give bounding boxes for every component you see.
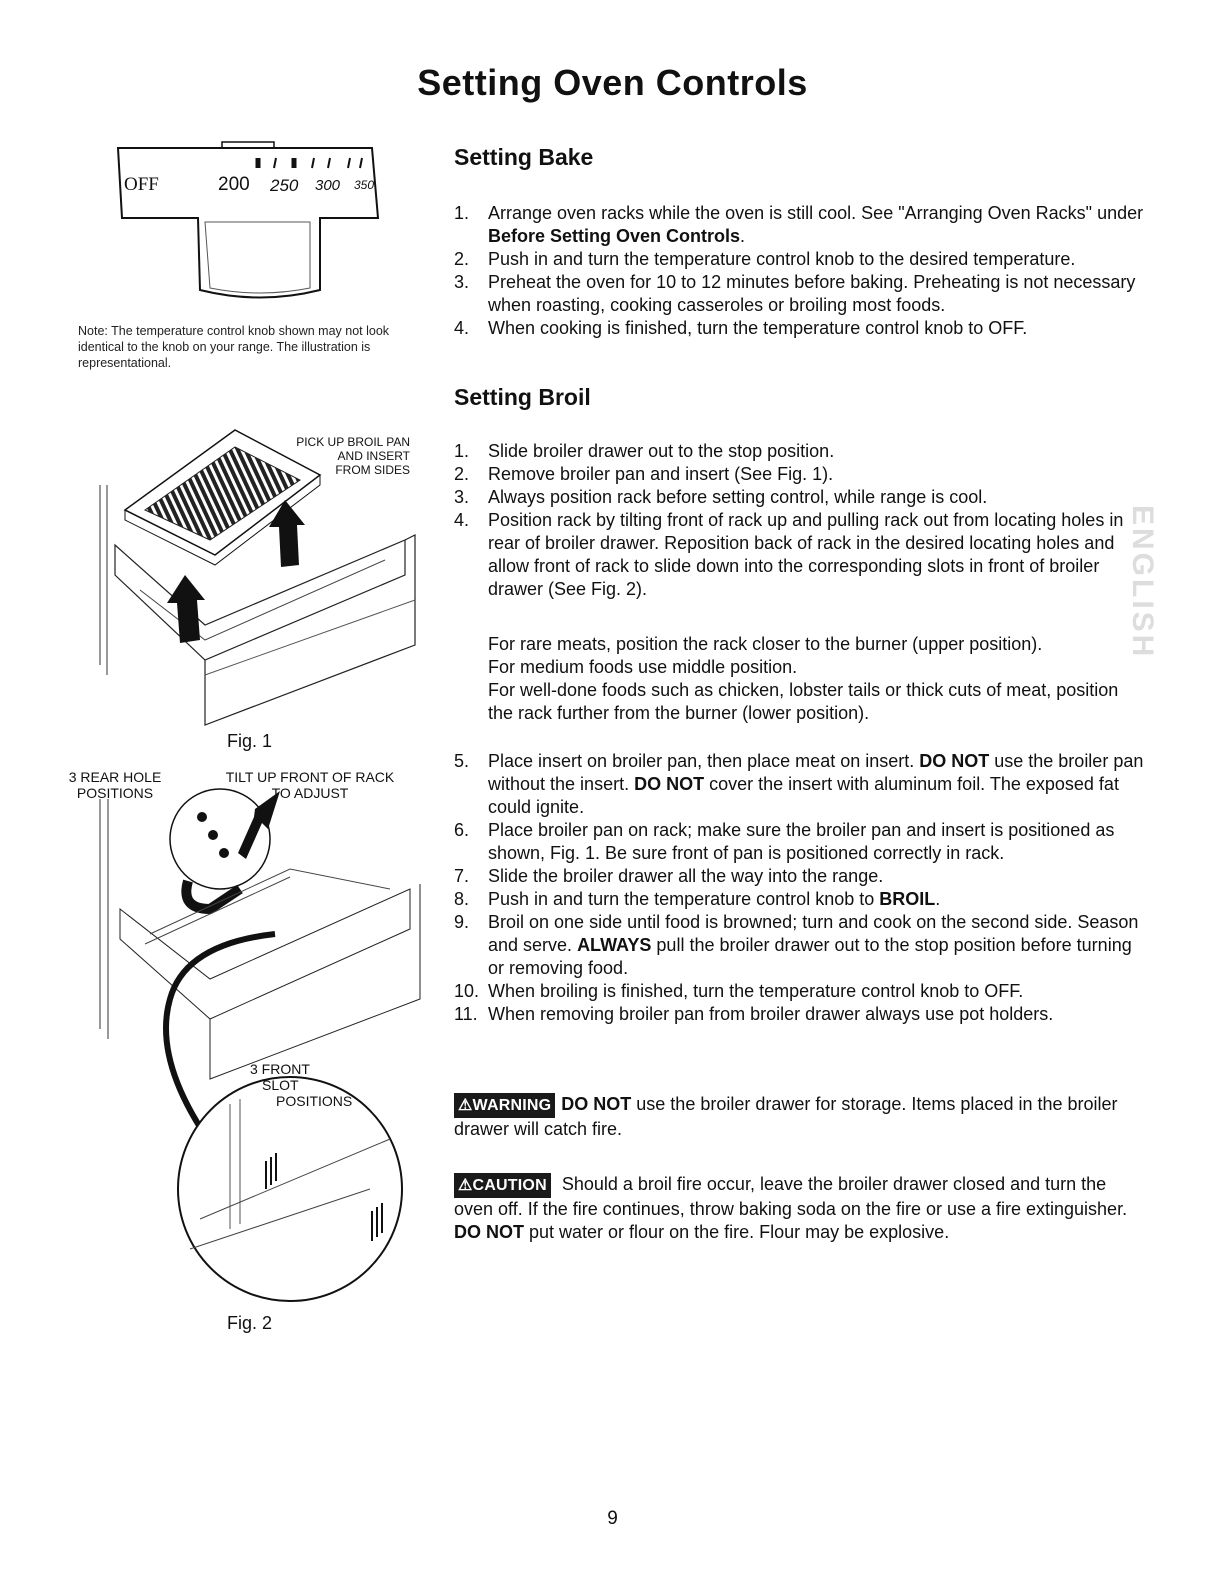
fig1-caption: Fig. 1: [227, 731, 273, 751]
fig2-callout-front-line-2: SLOT: [262, 1077, 299, 1093]
broil-step-9-text-1: Broil on one side until food is browned; turn and cook on the second side. Season and serve.: [488, 912, 1139, 955]
bake-step-1-bold: Before Setting Oven Controls: [488, 226, 741, 246]
broil-step-4-text: Position rack by tilting front of rack up and pulling rack out from locating holes in rear of broiler drawer. Reposition back of rack in the desired locating holes and allow front of rack to slide down into the corresponding slots in front of broiler drawer (See Fig. 2).: [488, 510, 1124, 599]
caution-text-2: put water or flour on the fire. Flour may be explosive.: [524, 1222, 950, 1242]
broil-step-1-number: 1.: [454, 441, 470, 461]
caution-triangle-icon: ⚠: [458, 1177, 473, 1194]
temperature-knob-illustration: [110, 140, 390, 310]
broil-step-7-text: Slide the broiler drawer all the way into the range.: [488, 866, 884, 886]
broil-step-5-text-3: cover the insert with aluminum foil. The exposed fat could ignite.: [488, 774, 1119, 817]
warning-text: use the broiler drawer for storage. Items placed in the broiler drawer will catch fire.: [454, 1094, 1118, 1139]
broil-step-1: [454, 440, 1134, 463]
bake-step-4: [454, 317, 1144, 340]
language-side-tab: ENGLISH: [1126, 505, 1159, 660]
fig2-callout-front-line-3: POSITIONS: [276, 1093, 353, 1109]
rack-guidance-medium: For medium foods use middle position.: [488, 657, 798, 677]
broil-step-5-bold-2: DO NOT: [634, 774, 705, 794]
caution-badge-label: CAUTION: [472, 1177, 547, 1194]
broil-step-8-number: 8.: [454, 889, 470, 909]
broil-step-11: [454, 1003, 1146, 1026]
broil-step-6: [454, 819, 1146, 865]
fig2-callout-tilt-line-1: TILT UP FRONT OF RACK: [225, 769, 395, 785]
caution-text-1: Should a broil fire occur, leave the broiler drawer closed and turn the oven off. If the fire continues, throw baking soda on the fire or use a fire extinguisher.: [454, 1174, 1128, 1219]
broil-step-8: [454, 888, 1146, 911]
knob-note: Note: The temperature control knob shown may not look identical to the knob on your range. The illustration is representational.: [78, 324, 390, 370]
broil-step-8-text-1: Push in and turn the temperature control knob to: [488, 889, 880, 909]
knob-label-350: 350: [354, 178, 375, 192]
bake-step-2: [454, 248, 1144, 271]
warning-badge-label: WARNING: [472, 1097, 552, 1114]
bake-heading: Setting Bake: [454, 144, 594, 170]
bake-step-1-end: .: [740, 226, 746, 246]
broil-step-3-text: Always position rack before setting control, while range is cool.: [488, 487, 988, 507]
knob-label-300: 300: [315, 177, 341, 194]
broil-step-9-bold: ALWAYS: [577, 935, 652, 955]
broil-step-2-text: Remove broiler pan and insert (See Fig. 1).: [488, 464, 834, 484]
knob-label-off: OFF: [124, 174, 159, 195]
bake-steps: [454, 202, 1144, 340]
bake-step-3-number: 3.: [454, 272, 470, 292]
broil-step-9: [454, 911, 1146, 980]
fig2-callout-rear-line-1: 3 REAR HOLE: [68, 769, 162, 785]
fig2-callout-rear-line-2: POSITIONS: [76, 785, 154, 801]
broil-step-10: [454, 980, 1146, 1003]
bake-step-2-number: 2.: [454, 249, 470, 269]
fig1-callout: [270, 435, 410, 477]
broil-steps-part2: [454, 750, 1146, 1026]
page-title: Setting Oven Controls: [417, 62, 808, 103]
warning-bold: DO NOT: [561, 1094, 632, 1114]
fig1-callout-line-2: AND INSERT: [337, 449, 410, 463]
fig2-callout-front-slots: [250, 1061, 390, 1109]
broil-step-10-text: When broiling is finished, turn the temperature control knob to OFF.: [488, 981, 1024, 1001]
bake-step-1-number: 1.: [454, 203, 470, 223]
broil-heading: Setting Broil: [454, 384, 591, 410]
broil-step-9-text-2: pull the broiler drawer out to the stop position before turning or removing food.: [488, 935, 1132, 978]
rack-position-guidance: [488, 633, 1138, 725]
broil-step-6-text: Place broiler pan on rack; make sure the broiler pan and insert is positioned as shown, Fig. 1. Be sure front of pan is positioned correctly in rack.: [488, 820, 1115, 863]
fig1-callout-line-3: FROM SIDES: [335, 463, 410, 477]
fig2-caption: Fig. 2: [227, 1313, 273, 1333]
bake-step-3-text: Preheat the oven for 10 to 12 minutes before baking. Preheating is not necessary when roasting, cooking casseroles or broiling most foods.: [488, 272, 1136, 315]
fig2-callout-rear-holes: [40, 769, 190, 801]
broil-step-7: [454, 865, 1146, 888]
broil-step-5-text-2: use the broiler pan without the insert.: [488, 751, 1144, 794]
broil-steps-part1: [454, 440, 1134, 601]
broil-step-4-number: 4.: [454, 510, 470, 530]
broil-step-11-text: When removing broiler pan from broiler drawer always use pot holders.: [488, 1004, 1054, 1024]
broil-step-11-number: 11.: [454, 1004, 478, 1024]
broil-step-3-number: 3.: [454, 487, 470, 507]
broil-step-5: [454, 750, 1146, 819]
caution-bold: DO NOT: [454, 1222, 524, 1242]
rack-guidance-rare: For rare meats, position the rack closer to the burner (upper position).: [488, 634, 1043, 654]
broil-step-10-number: 10.: [454, 981, 480, 1001]
broil-step-8-text-2: .: [935, 889, 941, 909]
broil-step-9-number: 9.: [454, 912, 470, 932]
caution-notice: [454, 1173, 1144, 1244]
warning-triangle-icon: ⚠: [458, 1097, 473, 1114]
fig1-callout-line-1: PICK UP BROIL PAN: [296, 435, 410, 449]
broil-step-5-bold-1: DO NOT: [919, 751, 990, 771]
bake-step-2-text: Push in and turn the temperature control knob to the desired temperature.: [488, 249, 1076, 269]
knob-label-200: 200: [218, 174, 250, 195]
broil-step-4: [454, 509, 1134, 601]
page-number: 9: [607, 1508, 618, 1529]
broil-step-1-text: Slide broiler drawer out to the stop position.: [488, 441, 835, 461]
fig2-rack-illustration: [68, 769, 430, 1309]
broil-step-2-number: 2.: [454, 464, 470, 484]
knob-drawing: [110, 140, 390, 310]
bake-step-1-text: Arrange oven racks while the oven is still cool. See "Arranging Oven Racks" under: [488, 203, 1144, 223]
warning-badge: [454, 1093, 555, 1118]
warning-notice: [454, 1093, 1144, 1141]
broil-step-6-number: 6.: [454, 820, 470, 840]
fig2-drawing: [90, 769, 430, 1309]
fig2-callout-tilt-rack: [210, 769, 410, 801]
broil-step-7-number: 7.: [454, 866, 470, 886]
bake-step-4-text: When cooking is finished, turn the temperature control knob to OFF.: [488, 318, 1028, 338]
knob-label-250: 250: [270, 176, 299, 195]
broil-step-5-text-1: Place insert on broiler pan, then place meat on insert.: [488, 751, 920, 771]
bake-step-4-number: 4.: [454, 318, 470, 338]
caution-badge: [454, 1173, 551, 1198]
broil-step-8-bold: BROIL: [879, 889, 936, 909]
fig2-callout-tilt-line-2: TO ADJUST: [271, 785, 349, 801]
broil-step-2: [454, 463, 1134, 486]
broil-step-5-number: 5.: [454, 751, 470, 771]
fig2-callout-front-line-1: 3 FRONT: [250, 1061, 310, 1077]
broil-step-3: [454, 486, 1134, 509]
bake-step-3: [454, 271, 1144, 317]
bake-step-1: [454, 202, 1144, 248]
fig1-broiler-pan-illustration: [85, 425, 420, 725]
rack-guidance-well-done: For well-done foods such as chicken, lobster tails or thick cuts of meat, position the rack further from the burner (lower position).: [488, 680, 1119, 723]
